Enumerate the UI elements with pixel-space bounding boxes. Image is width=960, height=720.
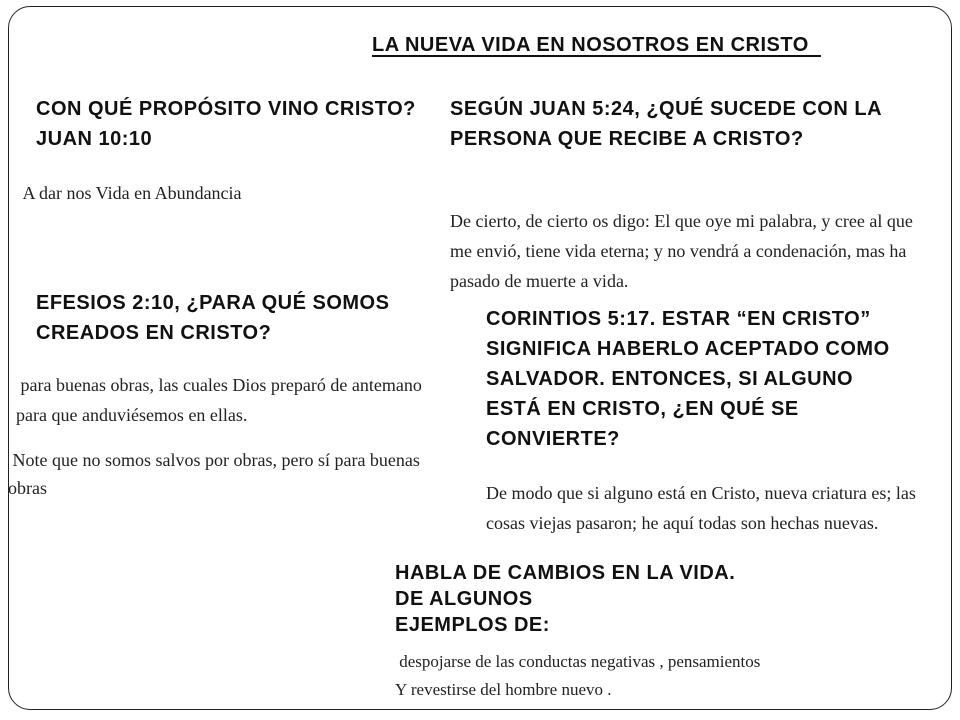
heading-cambios-line2: DE ALGUNOS	[395, 588, 533, 610]
question-juan-5-24: SEGÚN JUAN 5:24, ¿QUÉ SUCEDE CON LA PERSONA QUE RECIBE A CRISTO?	[450, 98, 882, 150]
question-corintios: CORINTIOS 5:17. ESTAR “EN CRISTO” SIGNIFICA HABERLO ACEPTADO COMO SALVADOR. ENTONCES, SI ALGUNO ESTÁ EN CRISTO, ¿EN QUÉ SE CONVIERTE?	[486, 308, 890, 450]
example-revestirse: Y revestirse del hombre nuevo .	[395, 680, 612, 699]
answer-juan-5-24: De cierto, de cierto os digo: El que oye mi palabra, y cree al que me envió, tiene vida eterna; y no vendrá a condenación, mas ha pasado de muerte a vida.	[450, 211, 913, 291]
example-despojarse: despojarse de las conductas negativas , pensamientos	[399, 652, 761, 671]
heading-cambios-line3: EJEMPLOS DE:	[395, 614, 550, 636]
slide-title: LA NUEVA VIDA EN NOSOTROS EN CRISTO	[372, 34, 821, 56]
cambios-examples	[395, 648, 935, 704]
heading-cambios	[395, 560, 895, 638]
note-obras: Note que no somos salvos por obras, pero sí para buenas obras	[8, 450, 420, 498]
question-efesios: EFESIOS 2:10, ¿PARA QUÉ SOMOS CREADOS EN CRISTO?	[36, 292, 390, 344]
question-proposito: CON QUÉ PROPÓSITO VINO CRISTO? JUAN 10:10	[36, 98, 416, 150]
answer-proposito: A dar nos Vida en Abundancia	[22, 183, 242, 203]
heading-cambios-line1: HABLA DE CAMBIOS EN LA VIDA.	[395, 562, 736, 584]
answer-efesios: para buenas obras, las cuales Dios preparó de antemano para que anduviésemos en ellas.	[16, 375, 422, 425]
answer-corintios: De modo que si alguno está en Cristo, nueva criatura es; las cosas viejas pasaron; he aquí todas son hechas nuevas.	[486, 483, 916, 533]
